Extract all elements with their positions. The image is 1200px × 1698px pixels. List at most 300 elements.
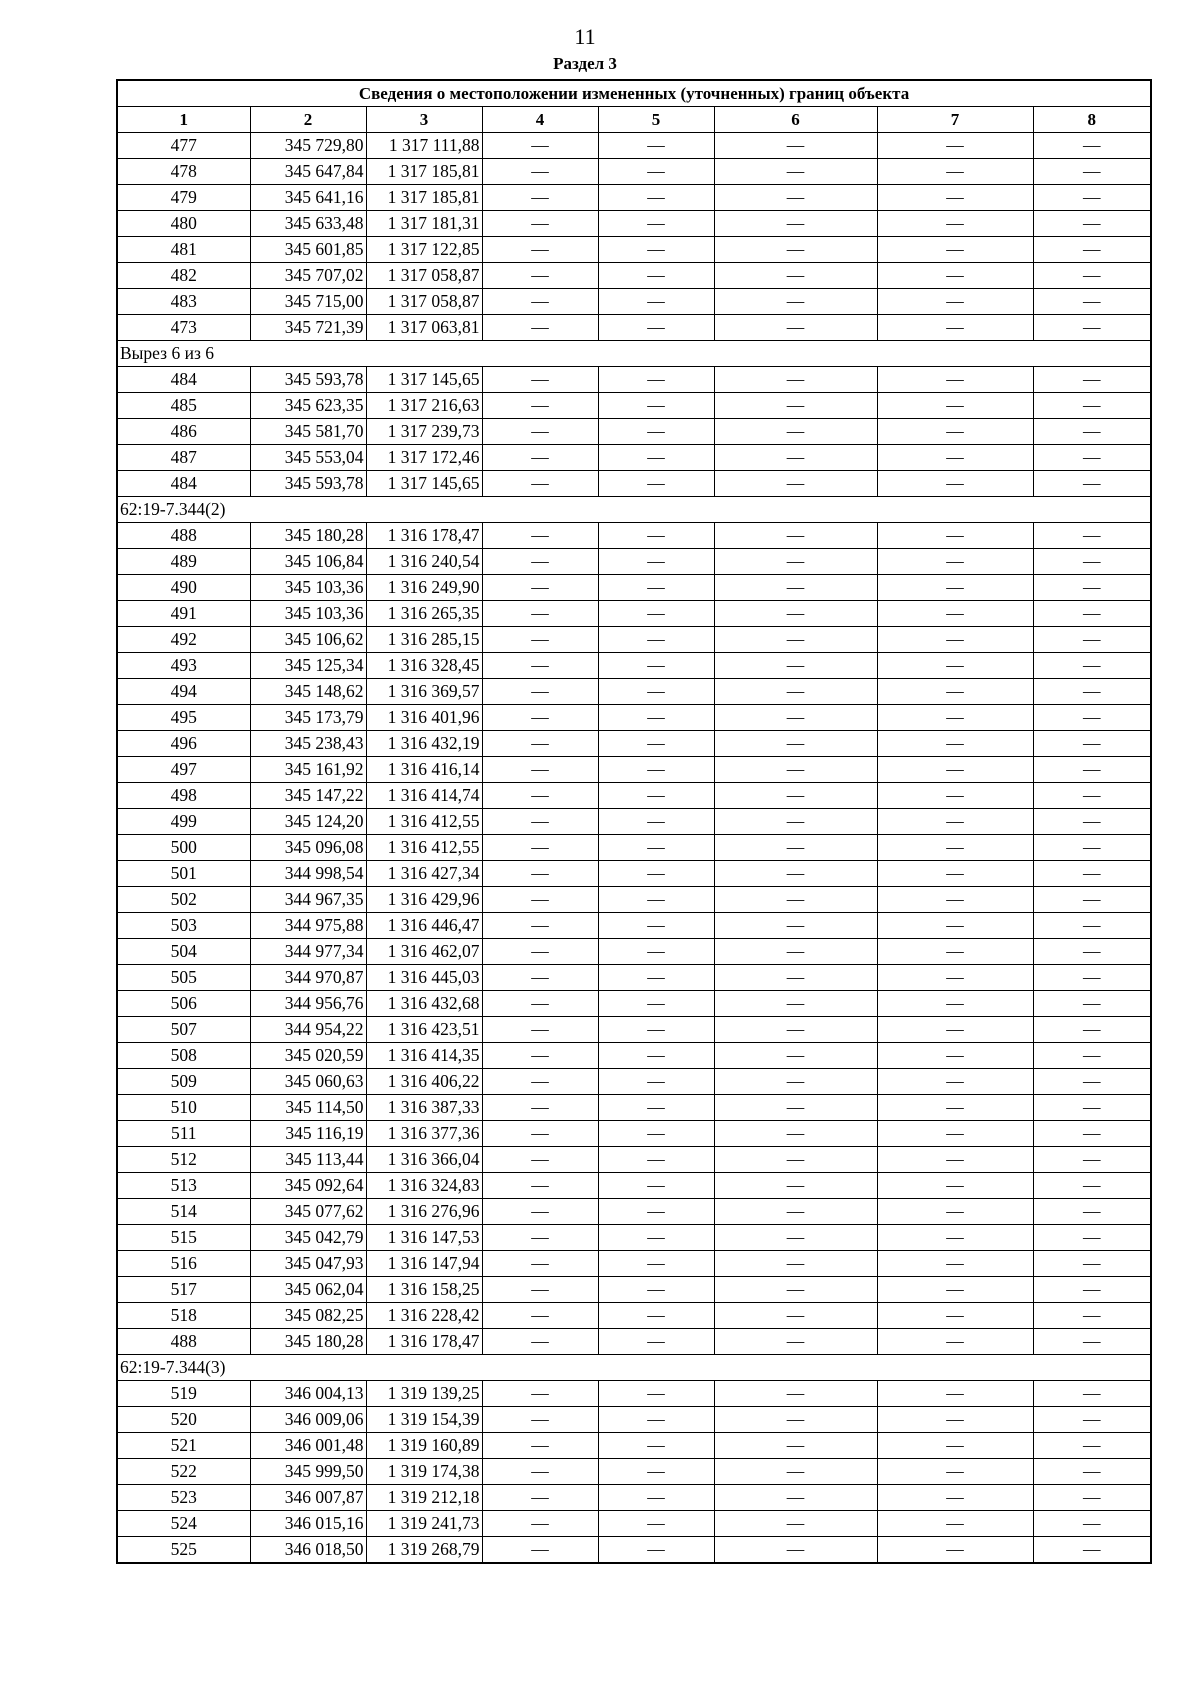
- table-row: [117, 393, 1151, 419]
- empty-value-cell: —: [1033, 1485, 1151, 1511]
- y-coordinate-cell: 1 316 446,47: [366, 913, 482, 939]
- empty-value-cell: —: [714, 1199, 877, 1225]
- table-row: [117, 809, 1151, 835]
- empty-value-cell: —: [482, 1225, 598, 1251]
- empty-value-cell: —: [714, 1147, 877, 1173]
- table-row: [117, 159, 1151, 185]
- column-header-4: 4: [482, 107, 598, 133]
- empty-value-cell: —: [1033, 419, 1151, 445]
- empty-value-cell: —: [1033, 627, 1151, 653]
- empty-value-cell: —: [482, 523, 598, 549]
- empty-value-cell: —: [1033, 1433, 1151, 1459]
- table-row: [117, 965, 1151, 991]
- empty-value-cell: —: [877, 367, 1033, 393]
- empty-value-cell: —: [877, 1459, 1033, 1485]
- empty-value-cell: —: [598, 1459, 714, 1485]
- empty-value-cell: —: [1033, 1381, 1151, 1407]
- empty-value-cell: —: [877, 653, 1033, 679]
- table-row: [117, 1199, 1151, 1225]
- x-coordinate-cell: 346 004,13: [250, 1381, 366, 1407]
- table-row: [117, 1407, 1151, 1433]
- empty-value-cell: —: [877, 419, 1033, 445]
- empty-value-cell: —: [482, 159, 598, 185]
- empty-value-cell: —: [714, 809, 877, 835]
- empty-value-cell: —: [1033, 1173, 1151, 1199]
- y-coordinate-cell: 1 316 178,47: [366, 1329, 482, 1355]
- empty-value-cell: —: [598, 705, 714, 731]
- empty-value-cell: —: [598, 653, 714, 679]
- empty-value-cell: —: [714, 263, 877, 289]
- table-row: [117, 1485, 1151, 1511]
- table-row: [117, 289, 1151, 315]
- empty-value-cell: —: [714, 1329, 877, 1355]
- empty-value-cell: —: [482, 211, 598, 237]
- point-number-cell: 503: [117, 913, 250, 939]
- empty-value-cell: —: [877, 679, 1033, 705]
- empty-value-cell: —: [482, 835, 598, 861]
- empty-value-cell: —: [877, 159, 1033, 185]
- empty-value-cell: —: [482, 601, 598, 627]
- y-coordinate-cell: 1 316 240,54: [366, 549, 482, 575]
- empty-value-cell: —: [714, 757, 877, 783]
- empty-value-cell: —: [482, 783, 598, 809]
- empty-value-cell: —: [714, 159, 877, 185]
- table-row: [117, 653, 1151, 679]
- empty-value-cell: —: [714, 523, 877, 549]
- empty-value-cell: —: [877, 1277, 1033, 1303]
- empty-value-cell: —: [1033, 393, 1151, 419]
- empty-value-cell: —: [1033, 991, 1151, 1017]
- y-coordinate-cell: 1 316 324,83: [366, 1173, 482, 1199]
- empty-value-cell: —: [877, 1069, 1033, 1095]
- column-header-2: 2: [250, 107, 366, 133]
- x-coordinate-cell: 345 553,04: [250, 445, 366, 471]
- y-coordinate-cell: 1 316 377,36: [366, 1121, 482, 1147]
- empty-value-cell: —: [482, 1069, 598, 1095]
- empty-value-cell: —: [1033, 965, 1151, 991]
- y-coordinate-cell: 1 316 429,96: [366, 887, 482, 913]
- point-number-cell: 493: [117, 653, 250, 679]
- y-coordinate-cell: 1 316 406,22: [366, 1069, 482, 1095]
- table-row: [117, 1537, 1151, 1564]
- empty-value-cell: —: [482, 1329, 598, 1355]
- empty-value-cell: —: [714, 1225, 877, 1251]
- empty-value-cell: —: [482, 1433, 598, 1459]
- empty-value-cell: —: [877, 757, 1033, 783]
- empty-value-cell: —: [1033, 1095, 1151, 1121]
- empty-value-cell: —: [482, 185, 598, 211]
- x-coordinate-cell: 345 113,44: [250, 1147, 366, 1173]
- empty-value-cell: —: [598, 1407, 714, 1433]
- empty-value-cell: —: [598, 887, 714, 913]
- empty-value-cell: —: [482, 913, 598, 939]
- empty-value-cell: —: [714, 861, 877, 887]
- empty-value-cell: —: [877, 393, 1033, 419]
- y-coordinate-cell: 1 319 154,39: [366, 1407, 482, 1433]
- empty-value-cell: —: [714, 705, 877, 731]
- y-coordinate-cell: 1 317 111,88: [366, 133, 482, 159]
- y-coordinate-cell: 1 316 445,03: [366, 965, 482, 991]
- y-coordinate-cell: 1 316 285,15: [366, 627, 482, 653]
- empty-value-cell: —: [714, 289, 877, 315]
- x-coordinate-cell: 345 601,85: [250, 237, 366, 263]
- point-number-cell: 513: [117, 1173, 250, 1199]
- table-row: [117, 861, 1151, 887]
- empty-value-cell: —: [877, 601, 1033, 627]
- empty-value-cell: —: [877, 913, 1033, 939]
- x-coordinate-cell: 345 623,35: [250, 393, 366, 419]
- group-header-row: [117, 341, 1151, 367]
- empty-value-cell: —: [877, 861, 1033, 887]
- empty-value-cell: —: [482, 965, 598, 991]
- x-coordinate-cell: 345 116,19: [250, 1121, 366, 1147]
- column-header-6: 6: [714, 107, 877, 133]
- table-row: [117, 757, 1151, 783]
- empty-value-cell: —: [877, 1511, 1033, 1537]
- x-coordinate-cell: 344 967,35: [250, 887, 366, 913]
- empty-value-cell: —: [598, 367, 714, 393]
- table-row: [117, 783, 1151, 809]
- table-row: [117, 1121, 1151, 1147]
- point-number-cell: 510: [117, 1095, 250, 1121]
- table-row: [117, 185, 1151, 211]
- empty-value-cell: —: [1033, 731, 1151, 757]
- empty-value-cell: —: [877, 133, 1033, 159]
- table-row: [117, 1381, 1151, 1407]
- empty-value-cell: —: [482, 1459, 598, 1485]
- empty-value-cell: —: [877, 1485, 1033, 1511]
- empty-value-cell: —: [1033, 1017, 1151, 1043]
- empty-value-cell: —: [598, 1303, 714, 1329]
- y-coordinate-cell: 1 316 249,90: [366, 575, 482, 601]
- boundary-coordinates-table: [116, 79, 1152, 1564]
- empty-value-cell: —: [714, 1433, 877, 1459]
- x-coordinate-cell: 344 956,76: [250, 991, 366, 1017]
- x-coordinate-cell: 345 593,78: [250, 471, 366, 497]
- x-coordinate-cell: 345 147,22: [250, 783, 366, 809]
- table-row: [117, 1277, 1151, 1303]
- x-coordinate-cell: 345 106,62: [250, 627, 366, 653]
- point-number-cell: 487: [117, 445, 250, 471]
- x-coordinate-cell: 344 954,22: [250, 1017, 366, 1043]
- empty-value-cell: —: [482, 1511, 598, 1537]
- empty-value-cell: —: [598, 289, 714, 315]
- empty-value-cell: —: [482, 263, 598, 289]
- empty-value-cell: —: [598, 315, 714, 341]
- empty-value-cell: —: [598, 1147, 714, 1173]
- empty-value-cell: —: [714, 731, 877, 757]
- table-row: [117, 1329, 1151, 1355]
- y-coordinate-cell: 1 317 058,87: [366, 289, 482, 315]
- point-number-cell: 492: [117, 627, 250, 653]
- x-coordinate-cell: 345 103,36: [250, 575, 366, 601]
- empty-value-cell: —: [482, 705, 598, 731]
- group-label: 62:19-7.344(2): [117, 497, 1151, 523]
- point-number-cell: 496: [117, 731, 250, 757]
- empty-value-cell: —: [877, 887, 1033, 913]
- x-coordinate-cell: 346 001,48: [250, 1433, 366, 1459]
- empty-value-cell: —: [714, 1173, 877, 1199]
- group-header-row: [117, 1355, 1151, 1381]
- table-row: [117, 1433, 1151, 1459]
- y-coordinate-cell: 1 317 239,73: [366, 419, 482, 445]
- empty-value-cell: —: [714, 601, 877, 627]
- x-coordinate-cell: 345 161,92: [250, 757, 366, 783]
- point-number-cell: 485: [117, 393, 250, 419]
- empty-value-cell: —: [877, 1537, 1033, 1564]
- empty-value-cell: —: [1033, 1511, 1151, 1537]
- x-coordinate-cell: 345 729,80: [250, 133, 366, 159]
- empty-value-cell: —: [714, 315, 877, 341]
- point-number-cell: 499: [117, 809, 250, 835]
- empty-value-cell: —: [598, 159, 714, 185]
- empty-value-cell: —: [714, 419, 877, 445]
- empty-value-cell: —: [598, 523, 714, 549]
- empty-value-cell: —: [598, 393, 714, 419]
- empty-value-cell: —: [482, 991, 598, 1017]
- empty-value-cell: —: [482, 1199, 598, 1225]
- empty-value-cell: —: [714, 835, 877, 861]
- table-row: [117, 1225, 1151, 1251]
- table-row: [117, 1069, 1151, 1095]
- empty-value-cell: —: [482, 237, 598, 263]
- empty-value-cell: —: [482, 1303, 598, 1329]
- table-row: [117, 315, 1151, 341]
- point-number-cell: 501: [117, 861, 250, 887]
- empty-value-cell: —: [482, 315, 598, 341]
- empty-value-cell: —: [598, 1511, 714, 1537]
- point-number-cell: 479: [117, 185, 250, 211]
- empty-value-cell: —: [714, 783, 877, 809]
- point-number-cell: 511: [117, 1121, 250, 1147]
- empty-value-cell: —: [482, 731, 598, 757]
- y-coordinate-cell: 1 317 063,81: [366, 315, 482, 341]
- empty-value-cell: —: [714, 185, 877, 211]
- x-coordinate-cell: 345 238,43: [250, 731, 366, 757]
- empty-value-cell: —: [598, 991, 714, 1017]
- point-number-cell: 502: [117, 887, 250, 913]
- empty-value-cell: —: [1033, 471, 1151, 497]
- empty-value-cell: —: [482, 1095, 598, 1121]
- empty-value-cell: —: [1033, 1121, 1151, 1147]
- empty-value-cell: —: [1033, 757, 1151, 783]
- empty-value-cell: —: [598, 1433, 714, 1459]
- y-coordinate-cell: 1 317 181,31: [366, 211, 482, 237]
- table-row: [117, 1173, 1151, 1199]
- y-coordinate-cell: 1 316 432,68: [366, 991, 482, 1017]
- point-number-cell: 484: [117, 367, 250, 393]
- x-coordinate-cell: 345 633,48: [250, 211, 366, 237]
- y-coordinate-cell: 1 316 416,14: [366, 757, 482, 783]
- point-number-cell: 517: [117, 1277, 250, 1303]
- empty-value-cell: —: [482, 653, 598, 679]
- y-coordinate-cell: 1 319 174,38: [366, 1459, 482, 1485]
- y-coordinate-cell: 1 317 122,85: [366, 237, 482, 263]
- point-number-cell: 495: [117, 705, 250, 731]
- x-coordinate-cell: 344 998,54: [250, 861, 366, 887]
- empty-value-cell: —: [1033, 523, 1151, 549]
- empty-value-cell: —: [714, 1485, 877, 1511]
- column-header-5: 5: [598, 107, 714, 133]
- empty-value-cell: —: [714, 549, 877, 575]
- y-coordinate-cell: 1 317 185,81: [366, 159, 482, 185]
- table-row: [117, 523, 1151, 549]
- empty-value-cell: —: [1033, 263, 1151, 289]
- point-number-cell: 494: [117, 679, 250, 705]
- empty-value-cell: —: [1033, 679, 1151, 705]
- empty-value-cell: —: [1033, 367, 1151, 393]
- y-coordinate-cell: 1 316 366,04: [366, 1147, 482, 1173]
- x-coordinate-cell: 345 077,62: [250, 1199, 366, 1225]
- empty-value-cell: —: [714, 653, 877, 679]
- empty-value-cell: —: [598, 601, 714, 627]
- empty-value-cell: —: [1033, 1459, 1151, 1485]
- empty-value-cell: —: [1033, 1147, 1151, 1173]
- point-number-cell: 498: [117, 783, 250, 809]
- empty-value-cell: —: [598, 1329, 714, 1355]
- empty-value-cell: —: [877, 783, 1033, 809]
- table-row: [117, 731, 1151, 757]
- x-coordinate-cell: 345 114,50: [250, 1095, 366, 1121]
- point-number-cell: 512: [117, 1147, 250, 1173]
- empty-value-cell: —: [877, 289, 1033, 315]
- empty-value-cell: —: [714, 1537, 877, 1564]
- x-coordinate-cell: 345 020,59: [250, 1043, 366, 1069]
- x-coordinate-cell: 345 092,64: [250, 1173, 366, 1199]
- empty-value-cell: —: [714, 1043, 877, 1069]
- empty-value-cell: —: [1033, 887, 1151, 913]
- empty-value-cell: —: [482, 939, 598, 965]
- empty-value-cell: —: [877, 237, 1033, 263]
- table-row: [117, 549, 1151, 575]
- table-row: [117, 1017, 1151, 1043]
- table-row: [117, 471, 1151, 497]
- empty-value-cell: —: [482, 445, 598, 471]
- empty-value-cell: —: [1033, 653, 1151, 679]
- empty-value-cell: —: [714, 679, 877, 705]
- empty-value-cell: —: [1033, 1043, 1151, 1069]
- empty-value-cell: —: [1033, 783, 1151, 809]
- empty-value-cell: —: [1033, 861, 1151, 887]
- empty-value-cell: —: [482, 757, 598, 783]
- table-row: [117, 1303, 1151, 1329]
- empty-value-cell: —: [598, 471, 714, 497]
- empty-value-cell: —: [877, 731, 1033, 757]
- empty-value-cell: —: [482, 393, 598, 419]
- empty-value-cell: —: [714, 575, 877, 601]
- empty-value-cell: —: [482, 367, 598, 393]
- x-coordinate-cell: 345 581,70: [250, 419, 366, 445]
- empty-value-cell: —: [598, 1225, 714, 1251]
- empty-value-cell: —: [482, 133, 598, 159]
- x-coordinate-cell: 345 042,79: [250, 1225, 366, 1251]
- empty-value-cell: —: [482, 1173, 598, 1199]
- point-number-cell: 480: [117, 211, 250, 237]
- x-coordinate-cell: 345 173,79: [250, 705, 366, 731]
- point-number-cell: 478: [117, 159, 250, 185]
- y-coordinate-cell: 1 316 158,25: [366, 1277, 482, 1303]
- empty-value-cell: —: [598, 1173, 714, 1199]
- column-header-1: 1: [117, 107, 250, 133]
- empty-value-cell: —: [1033, 1277, 1151, 1303]
- empty-value-cell: —: [1033, 1225, 1151, 1251]
- empty-value-cell: —: [598, 1121, 714, 1147]
- x-coordinate-cell: 345 593,78: [250, 367, 366, 393]
- empty-value-cell: —: [714, 627, 877, 653]
- point-number-cell: 488: [117, 523, 250, 549]
- column-header-3: 3: [366, 107, 482, 133]
- empty-value-cell: —: [877, 445, 1033, 471]
- empty-value-cell: —: [877, 1199, 1033, 1225]
- empty-value-cell: —: [1033, 939, 1151, 965]
- section-title: Раздел 3: [553, 54, 617, 73]
- empty-value-cell: —: [714, 1407, 877, 1433]
- table-row: [117, 991, 1151, 1017]
- point-number-cell: 524: [117, 1511, 250, 1537]
- point-number-cell: 520: [117, 1407, 250, 1433]
- point-number-cell: 518: [117, 1303, 250, 1329]
- y-coordinate-cell: 1 317 145,65: [366, 367, 482, 393]
- empty-value-cell: —: [714, 913, 877, 939]
- point-number-cell: 490: [117, 575, 250, 601]
- x-coordinate-cell: 345 641,16: [250, 185, 366, 211]
- table-title: Сведения о местоположении измененных (уточненных) границ объекта: [117, 80, 1151, 107]
- y-coordinate-cell: 1 317 145,65: [366, 471, 482, 497]
- y-coordinate-cell: 1 317 172,46: [366, 445, 482, 471]
- y-coordinate-cell: 1 316 401,96: [366, 705, 482, 731]
- y-coordinate-cell: 1 316 427,34: [366, 861, 482, 887]
- empty-value-cell: —: [714, 1121, 877, 1147]
- empty-value-cell: —: [714, 133, 877, 159]
- empty-value-cell: —: [1033, 315, 1151, 341]
- empty-value-cell: —: [877, 575, 1033, 601]
- empty-value-cell: —: [482, 471, 598, 497]
- point-number-cell: 522: [117, 1459, 250, 1485]
- empty-value-cell: —: [482, 679, 598, 705]
- y-coordinate-cell: 1 316 412,55: [366, 835, 482, 861]
- empty-value-cell: —: [598, 211, 714, 237]
- x-coordinate-cell: 345 060,63: [250, 1069, 366, 1095]
- empty-value-cell: —: [482, 1121, 598, 1147]
- empty-value-cell: —: [598, 679, 714, 705]
- y-coordinate-cell: 1 319 212,18: [366, 1485, 482, 1511]
- y-coordinate-cell: 1 316 178,47: [366, 523, 482, 549]
- empty-value-cell: —: [714, 237, 877, 263]
- point-number-cell: 488: [117, 1329, 250, 1355]
- empty-value-cell: —: [598, 731, 714, 757]
- table-row: [117, 1251, 1151, 1277]
- empty-value-cell: —: [1033, 1407, 1151, 1433]
- x-coordinate-cell: 345 180,28: [250, 1329, 366, 1355]
- y-coordinate-cell: 1 319 160,89: [366, 1433, 482, 1459]
- point-number-cell: 506: [117, 991, 250, 1017]
- x-coordinate-cell: 344 977,34: [250, 939, 366, 965]
- column-header-row: [117, 107, 1151, 133]
- empty-value-cell: —: [877, 1251, 1033, 1277]
- x-coordinate-cell: 345 180,28: [250, 523, 366, 549]
- empty-value-cell: —: [877, 1303, 1033, 1329]
- empty-value-cell: —: [1033, 1303, 1151, 1329]
- empty-value-cell: —: [482, 1485, 598, 1511]
- table-row: [117, 1511, 1151, 1537]
- empty-value-cell: —: [877, 1173, 1033, 1199]
- table-row: [117, 913, 1151, 939]
- empty-value-cell: —: [598, 1277, 714, 1303]
- empty-value-cell: —: [877, 523, 1033, 549]
- table-row: [117, 575, 1151, 601]
- table-row: [117, 211, 1151, 237]
- point-number-cell: 473: [117, 315, 250, 341]
